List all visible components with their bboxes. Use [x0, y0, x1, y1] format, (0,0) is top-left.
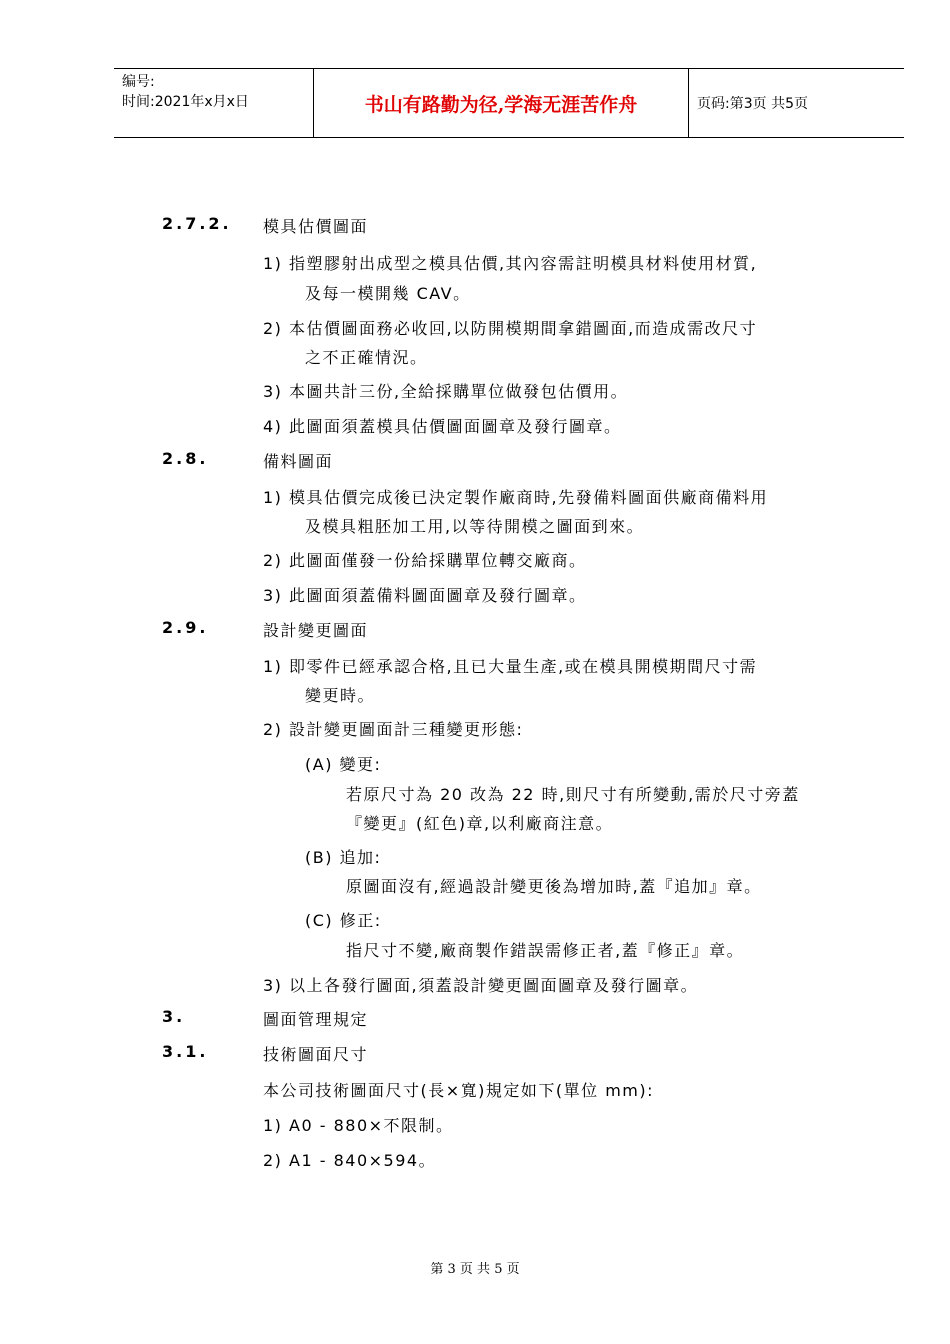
list-item: 3) 本圖共計三份,全給採購單位做發包估價用。 — [263, 382, 629, 401]
list-item: 4) 此圖面須蓋模具估價圖面圖章及發行圖章。 — [263, 417, 622, 436]
page-header — [114, 68, 904, 138]
list-item: 1) 即零件已經承認合格,且已大量生產,或在模具開模期間尺寸需 — [263, 657, 758, 676]
list-item: 1) 指塑膠射出成型之模具估價,其內容需註明模具材料使用材質, — [263, 254, 758, 273]
sub-item-label: (A) 變更: — [305, 755, 382, 774]
section-number: 2.9. — [162, 618, 209, 637]
sub-item-text: 指尺寸不變,廠商製作錯誤需修正者,蓋『修正』章。 — [346, 941, 745, 960]
paragraph: 本公司技術圖面尺寸(長×寬)規定如下(單位 mm): — [263, 1081, 655, 1100]
sub-item-text: 『變更』(紅色)章,以利廠商注意。 — [346, 814, 614, 833]
section-number: 2.7.2. — [162, 214, 232, 233]
list-item: 3) 此圖面須蓋備料圖面圖章及發行圖章。 — [263, 586, 587, 605]
list-item-continued: 及每一模開幾 CAV。 — [305, 284, 471, 303]
list-item: 3) 以上各發行圖面,須蓋設計變更圖面圖章及發行圖章。 — [263, 976, 699, 995]
section-number: 3.1. — [162, 1042, 209, 1061]
sub-item-text: 原圖面沒有,經過設計變更後為增加時,蓋『追加』章。 — [346, 877, 762, 896]
sub-item-text: 若原尺寸為 20 改為 22 時,則尺寸有所變動,需於尺寸旁蓋 — [346, 785, 800, 804]
section-number: 2.8. — [162, 449, 209, 468]
list-item: 2) A1 - 840×594。 — [263, 1151, 437, 1170]
list-item-continued: 及模具粗胚加工用,以等待開模之圖面到來。 — [305, 517, 645, 536]
list-item: 2) 設計變更圖面計三種變更形態: — [263, 720, 524, 739]
list-item-continued: 之不正確情況。 — [305, 348, 428, 367]
section-title: 技術圖面尺寸 — [263, 1045, 369, 1064]
number-label: 编号: — [122, 74, 155, 90]
section-number: 3. — [162, 1007, 186, 1026]
list-item: 2) 本估價圖面務必收回,以防開模期間拿錯圖面,而造成需改尺寸 — [263, 319, 758, 338]
sub-item-label: (C) 修正: — [305, 911, 382, 930]
section-title: 模具估價圖面 — [263, 217, 369, 236]
page-footer: 第 3 页 共 5 页 — [430, 1262, 520, 1277]
sub-item-label: (B) 追加: — [305, 848, 382, 867]
header-meta — [114, 69, 314, 137]
date-label: 时间:2021年x月x日 — [122, 94, 249, 110]
header-page-info: 页码:第3页 共5页 — [697, 96, 808, 112]
section-title: 圖面管理規定 — [263, 1010, 369, 1029]
header-motto: 书山有路勤为径,学海无涯苦作舟 — [314, 69, 689, 137]
list-item: 1) A0 - 880×不限制。 — [263, 1116, 454, 1135]
list-item: 2) 此圖面僅發一份給採購單位轉交廠商。 — [263, 551, 587, 570]
section-title: 備料圖面 — [263, 452, 334, 471]
section-title: 設計變更圖面 — [263, 621, 369, 640]
list-item-continued: 變更時。 — [305, 686, 376, 705]
list-item: 1) 模具估價完成後已決定製作廠商時,先發備料圖面供廠商備料用 — [263, 488, 769, 507]
